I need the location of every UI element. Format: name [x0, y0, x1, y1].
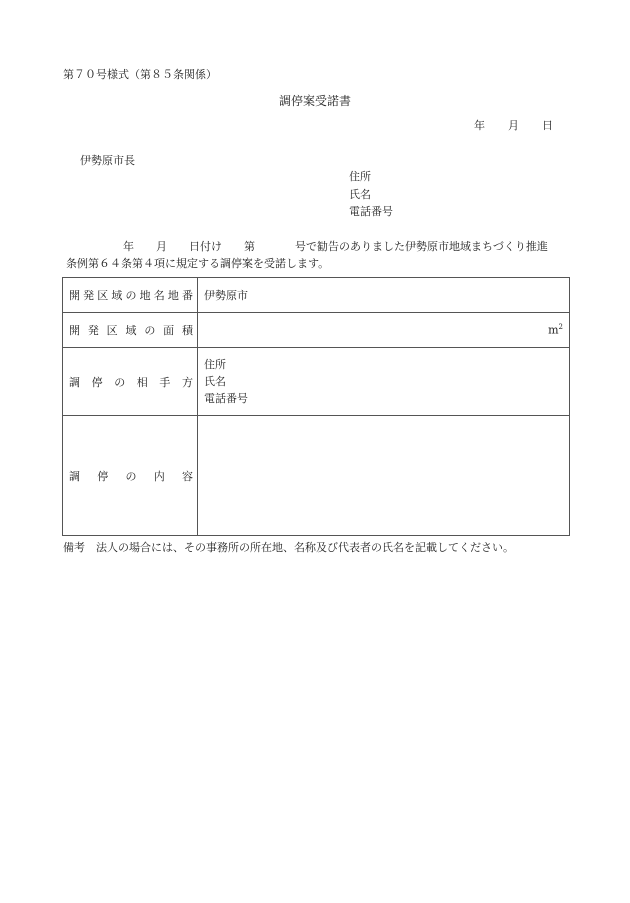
body-year: 年: [123, 240, 134, 253]
body-number-prefix: 第: [244, 240, 255, 253]
value-area[interactable]: [198, 313, 570, 348]
counterparty-name-label: 氏名: [204, 375, 226, 388]
addressee: 伊勢原市長: [80, 154, 135, 167]
applicant-name-label: 氏名: [349, 187, 371, 201]
body-text-line-2: 条例第６４条第４項に規定する調停案を受諾します。: [66, 257, 330, 270]
year-label: 年: [474, 119, 485, 132]
remark-note: 備考 法人の場合には、その事務所の所在地、名称及び代表者の氏名を記載してください。: [63, 541, 514, 554]
applicant-phone-label: 電話番号: [349, 205, 393, 218]
acceptance-form-table: [62, 277, 570, 536]
form-number: 第７０号様式（第８５条関係）: [63, 68, 217, 81]
label-content: 調停の内容: [63, 416, 198, 536]
label-area: 開発区域の面積: [63, 313, 198, 348]
document-title: 調停案受諾書: [279, 94, 352, 108]
body-day: 日付け: [189, 240, 222, 253]
unit-m: m: [548, 323, 559, 337]
body-text-line-1: [123, 238, 548, 254]
table-row-area: [63, 313, 570, 348]
unit-sup: 2: [558, 323, 563, 332]
body-month: 月: [156, 240, 167, 253]
body-rest: 号で勧告のありました伊勢原市地域まちづくり推進: [295, 240, 548, 253]
month-label: 月: [508, 119, 519, 132]
value-content[interactable]: [198, 416, 570, 536]
day-label: 日: [542, 119, 553, 132]
counterparty-phone-label: 電話番号: [204, 392, 248, 405]
table-row-counterparty: [63, 348, 570, 416]
counterparty-address-label: 住所: [204, 358, 226, 371]
table-row-content: [63, 416, 570, 536]
date-line: [474, 117, 553, 133]
value-counterparty[interactable]: [198, 348, 570, 416]
area-unit: [548, 323, 563, 337]
applicant-block: [349, 168, 393, 221]
applicant-address-label: 住所: [349, 170, 371, 183]
table-row-location: [63, 278, 570, 313]
label-location: 開発区域の地名地番: [63, 278, 198, 313]
value-location[interactable]: 伊勢原市: [198, 278, 570, 313]
label-counterparty: 調停の相手方: [63, 348, 198, 416]
